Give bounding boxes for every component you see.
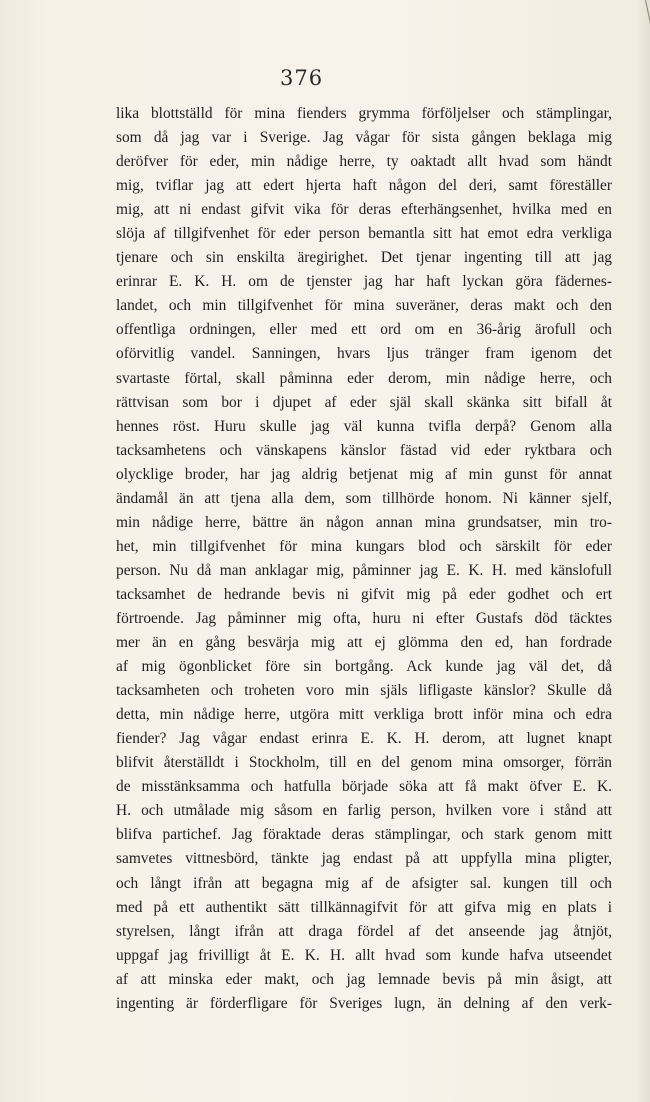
text-line: hennes röst. Huru skulle jag väl kunna tvifla derpå? Genom alla	[116, 417, 612, 435]
text-line: ingenting är förderfligare för Sveriges lugn, än delning af den verk-	[116, 994, 612, 1012]
text-line: mer än en gång besvärja mig att ej glömma den ed, han fordrade	[116, 634, 612, 652]
page-number: 376	[280, 66, 324, 90]
text-line: oförvitlig vandel. Sanningen, hvars ljus tränger fram igenom det	[116, 345, 612, 363]
text-line: tjenare och sin enskilta äregirighet. Det tjenar ingenting till att jag	[116, 249, 612, 267]
page-edge-shadow	[636, 0, 650, 1102]
text-line: med på ett authentikt sätt tillkännagifvit för att gifva mig en plats i	[116, 898, 612, 916]
text-line: mig, att ni endast gifvit vika för deras efterhängsenhet, hvilka med en	[116, 201, 612, 219]
text-line: slöja af tillgifvenhet för eder person bemantla sitt hat emot edra verkliga	[116, 225, 612, 243]
text-line: min nådige herre, bättre än någon annan mina grundsatser, min tro-	[116, 513, 612, 531]
text-line: olycklige broder, har jag aldrig betjenat mig af min gunst för annat	[116, 465, 612, 483]
body-text	[116, 102, 612, 1016]
text-line: som då jag var i Sverige. Jag vågar för sista gången beklaga mig	[116, 129, 612, 147]
text-line: H. och utmålade mig såsom en farlig person, hvilken vore i stånd att	[116, 802, 612, 820]
text-line: erinrar E. K. H. om de tjenster jag har haft lyckan göra fädernes-	[116, 273, 612, 291]
text-line: landet, och min tillgifvenhet för mina suveräner, deras makt och den	[116, 297, 612, 315]
text-line: af mig ögonblicket före sin bortgång. Ack kunde jag väl det, då	[116, 658, 612, 676]
text-line: tacksamhet de hedrande bevis ni gifvit mig på eder godhet och ert	[116, 585, 612, 603]
text-line: deröfver för eder, min nådige herre, ty oaktadt allt hvad som händt	[116, 153, 612, 171]
text-line: tacksamheten och troheten voro min själs lifligaste känslor? Skulle då	[116, 682, 612, 700]
text-line: svartaste förtal, skall påminna eder derom, min nådige herre, och	[116, 369, 612, 387]
text-line: person. Nu då man anklagar mig, påminner jag E. K. H. med känslofull	[116, 561, 612, 579]
text-line: uppgaf jag frivilligt åt E. K. H. allt hvad som kunde hafva utseendet	[116, 946, 612, 964]
text-line: styrelsen, långt ifrån att draga fördel af det anseende jag åtnjöt,	[116, 922, 612, 940]
text-line: blifvit återställdt i Stockholm, till en del genom mina omsorger, förrän	[116, 754, 612, 772]
text-line: lika blottställd för mina fienders grymma förföljelser och stämplingar,	[116, 105, 612, 122]
text-line: blifva partichef. Jag föraktade deras stämplingar, och stark genom mitt	[116, 826, 612, 844]
text-line: het, min tillgifvenhet för mina kungars blod och särskilt för eder	[116, 537, 612, 555]
text-line: af att minska eder makt, och jag lemnade bevis på min åsigt, att	[116, 970, 612, 988]
text-line: och långt ifrån att begagna mig af de afsigter sal. kungen till och	[116, 874, 612, 892]
text-line: tacksamhetens och vänskapens känslor fästad vid eder ryktbara och	[116, 441, 612, 459]
text-line: mig, tviflar jag att edert hjerta haft någon del deri, samt föreställer	[116, 177, 612, 195]
text-line: fiender? Jag vågar endast erinra E. K. H. derom, att lugnet knapt	[116, 730, 612, 748]
text-line: detta, min nådige herre, utgöra mitt verkliga brott inför mina och edra	[116, 706, 612, 724]
text-line: ändamål än att tjena alla dem, som tillhörde honom. Ni känner sjelf,	[116, 489, 612, 507]
text-line: rättvisan som bor i djupet af eder själ skall skänka sitt bifall åt	[116, 393, 612, 411]
text-line: förtroende. Jag påminner mig ofta, huru ni efter Gustafs död täcktes	[116, 609, 612, 627]
text-line: de misstänksamma och hatfulla började söka att få makt öfver E. K.	[116, 778, 612, 796]
text-line: offentliga ordningen, eller med ett ord om en 36-årig ärofull och	[116, 321, 612, 339]
text-line: samvetes vittnesbörd, tänkte jag endast på att uppfylla mina pligter,	[116, 850, 612, 868]
